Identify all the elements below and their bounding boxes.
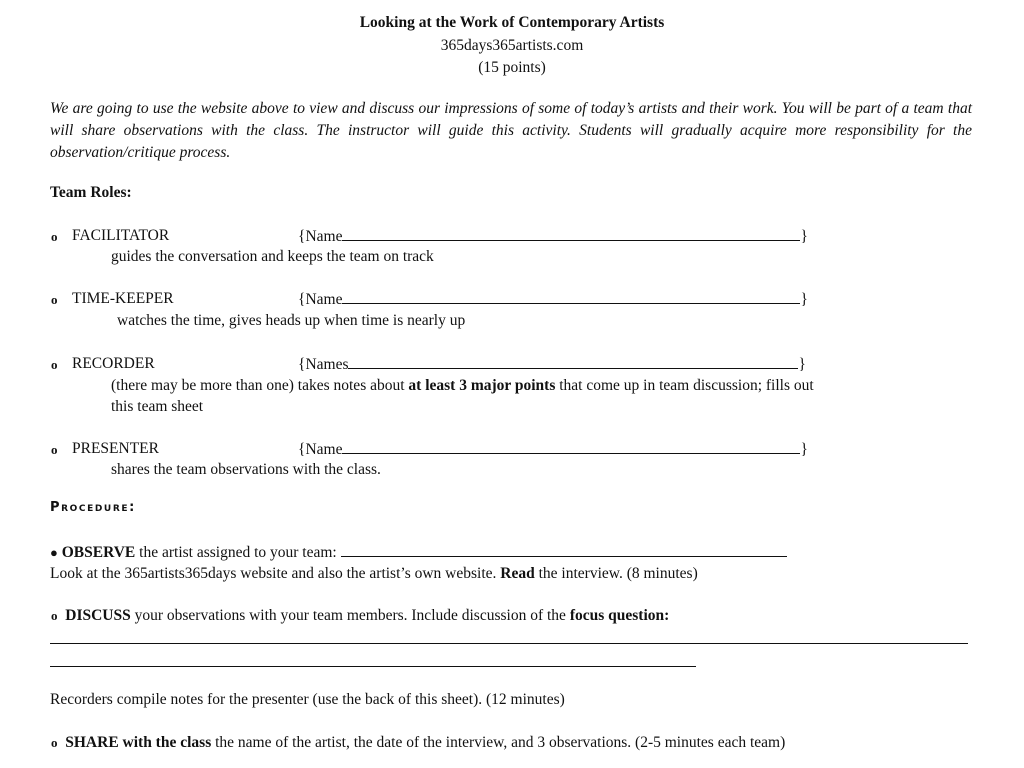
role-title-presenter: PRESENTER [72,440,159,457]
artist-blank-line [341,543,787,557]
observe-instructions: Look at the 365artists365days website and also the artist’s own website. Read the interview. (8 minutes) [50,565,698,582]
emphasis-text: at least 3 major points [408,377,556,394]
name-field-label: {Name [298,291,343,308]
focus-question-label: focus question: [569,607,670,624]
bullet-icon: o [51,229,58,244]
role-description-facilitator: guides the conversation and keeps the team on track [111,248,434,265]
document-title: Looking at the Work of Contemporary Artists [359,14,665,31]
procedure-heading: Procedure: [50,500,136,515]
role-title-facilitator: FACILITATOR [72,227,170,244]
close-brace: } [800,228,808,245]
step-label-discuss: DISCUSS [65,607,131,624]
bullet-icon: o [51,735,58,750]
filled-bullet-icon: ● [50,545,58,560]
role-title-recorder: RECORDER [72,355,155,372]
name-blank-line [348,355,798,369]
answer-line [50,666,696,667]
discuss-step: o DISCUSS your observations with your team members. Include discussion of the focus question: [51,607,670,624]
bullet-icon: o [51,442,58,457]
name-field-label: {Name [298,441,343,458]
name-blank-line [342,227,800,241]
role-description-presenter: shares the team observations with the class. [111,461,381,478]
close-brace: } [798,356,806,373]
name-field-presenter [298,440,808,459]
step-label-share: SHARE with the class [65,734,212,751]
recorders-note: Recorders compile notes for the presenter (use the back of this sheet). (12 minutes) [50,691,565,708]
team-roles-heading: Team Roles: [50,184,132,201]
step-label-observe: OBSERVE [61,544,136,561]
name-field-label: {Name [298,228,343,245]
role-description-recorder-line2: this team sheet [111,398,204,415]
points-label: (15 points) [478,59,546,76]
share-step: o SHARE with the class the name of the artist, the date of the interview, and 3 observations. (2-5 minutes each team) [51,734,786,751]
close-brace: } [800,441,808,458]
role-title-time-keeper: TIME-KEEPER [72,290,174,307]
name-field-facilitator [298,227,808,246]
bullet-icon: o [51,292,58,307]
answer-line [50,643,968,644]
bullet-icon: o [51,357,58,372]
role-description-recorder: (there may be more than one) takes notes about at least 3 major points that come up in team discussion; fills out [111,377,814,394]
intro-paragraph: We are going to use the website above to view and discuss our impressions of some of today’s artists and their work. You will be part of a team that will share observations with the class. The instructor will guide this activity. Students will gradually acquire more responsibility for the observation/critique process. [50,100,972,161]
name-field-label: {Names [298,356,349,373]
website-name: 365days365artists.com [440,37,584,54]
emphasis-text: Read [500,565,535,582]
name-blank-line [342,290,800,304]
name-blank-line [342,440,800,454]
role-description-time-keeper: watches the time, gives heads up when time is nearly up [117,312,466,329]
bullet-icon: o [51,608,58,623]
name-field-recorder [298,355,806,374]
name-field-time-keeper [298,290,808,309]
observe-step: ● OBSERVE the artist assigned to your team: [50,543,787,562]
close-brace: } [800,291,808,308]
